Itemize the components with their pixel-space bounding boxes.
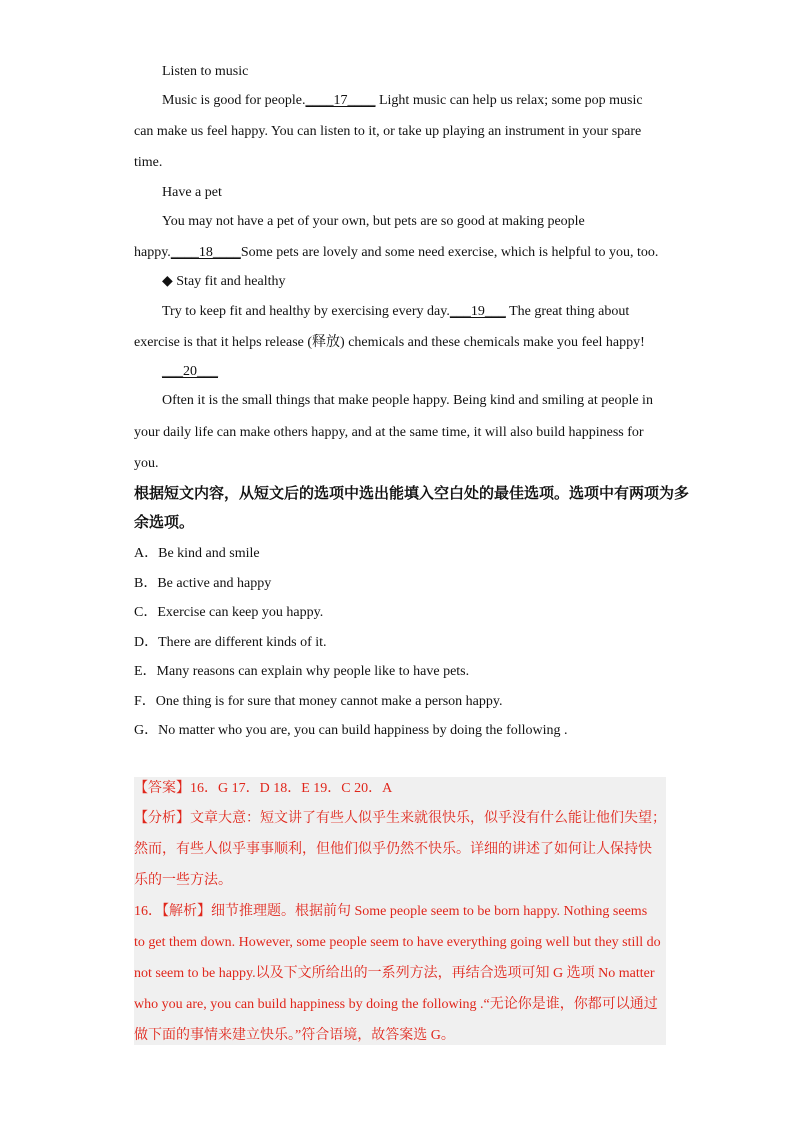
text: The great thing about [505,304,630,319]
paragraph-line: You may not have a pet of your own, but pets are so good at making people [162,214,585,229]
section-heading-fit: ◆ Stay fit and healthy [162,274,286,289]
analysis-line: 【分析】文章大意：短文讲了有些人似乎生来就很快乐，似乎没有什么能让他们失望； [134,811,666,826]
paragraph-line: you. [134,456,159,471]
analysis-line: 然而，有些人似乎事事顺利，但他们似乎仍然不快乐。详细的讲述了如何让人保持快 [134,842,652,857]
option-b: B．Be active and happy [134,576,272,591]
section-heading-music: Listen to music [162,64,249,79]
option-g: G．No matter who you are, you can build happiness by doing the following . [134,723,568,738]
text: Music is good for people. [162,93,306,108]
paragraph-line: exercise is that it helps release (释放) chemicals and these chemicals make you feel happy! [134,335,645,350]
paragraph-line [162,303,629,321]
paragraph-line: can make us feel happy. You can listen to it, or take up playing an instrument in your spare [134,124,642,139]
answer-key: 【答案】16．G 17．D 18．E 19．C 20．A [134,781,393,796]
detail-line: 16．【解析】细节推理题。根据前句 Some people seem to be born happy. Nothing seems [134,904,648,919]
paragraph-line: your daily life can make others happy, and at the same time, it will also build happiness for [134,425,644,440]
blank-17: ____17____ [305,93,376,108]
option-d: D．There are different kinds of it. [134,635,327,650]
analysis-line: 乐的一些方法。 [134,873,232,888]
option-e: E．Many reasons can explain why people like to have pets. [134,664,470,679]
paragraph-line [162,92,643,110]
text: Try to keep fit and healthy by exercising every day. [162,304,450,319]
option-f: F．One thing is for sure that money cannot make a person happy. [134,694,503,709]
section-heading-pet: Have a pet [162,185,222,200]
detail-line: to get them down. However, some people seem to have everything going well but they still do [134,935,661,950]
blank-19: ___19___ [449,304,506,319]
option-a: A．Be kind and smile [134,546,260,561]
blank-20: ___20___ [162,364,218,379]
text: happy. [134,245,171,260]
paragraph-line: Often it is the small things that make people happy. Being kind and smiling at people in [162,393,653,408]
detail-line: 做下面的事情来建立快乐。”符合语境，故答案选 G。 [134,1028,455,1043]
blank-18: ____18____ [170,245,241,260]
text: Light music can help us relax; some pop music [375,93,643,108]
instruction-line: 根据短文内容，从短文后的选项中选出能填入空白处的最佳选项。选项中有两项为多 [134,486,690,502]
detail-line: not seem to be happy.以及下文所给出的一系列方法，再结合选项可知 G 选项 No matter [134,966,655,981]
text: Some pets are lovely and some need exercise, which is helpful to you, too. [240,245,659,260]
instruction-line: 余选项。 [134,515,195,531]
paragraph-line [134,244,658,262]
paragraph-line: time. [134,155,163,170]
detail-line: who you are, you can build happiness by doing the following .“无论你是谁，你都可以通过 [134,997,658,1012]
option-c: C．Exercise can keep you happy. [134,605,324,620]
